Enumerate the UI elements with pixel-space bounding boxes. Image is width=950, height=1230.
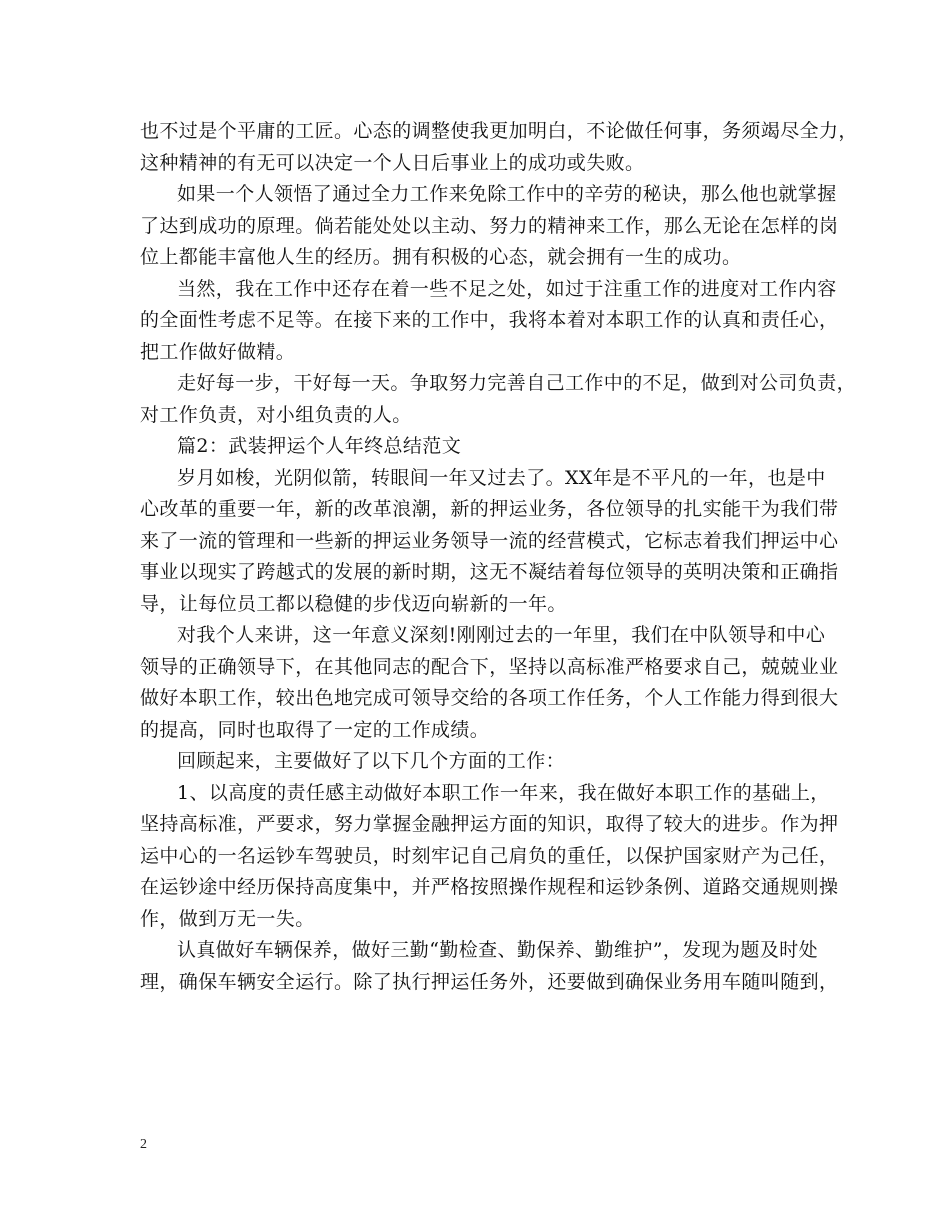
text-line: 导，让每位员工都以稳健的步伐迈向崭新的一年。	[140, 592, 567, 615]
text-line: 如果一个人领悟了通过全力工作来免除工作中的辛劳的秘诀，那么他也就掌握	[177, 183, 837, 205]
text-line: 对工作负责，对小组负责的人。	[140, 403, 412, 426]
text-line: 这种精神的有无可以决定一个人日后事业上的成功或失败。	[140, 151, 645, 174]
text-line: 也不过是个平庸的工匠。心态的调整使我更加明白，不论做任何事，务须竭尽全力，	[140, 120, 858, 142]
text-line: 做好本职工作，较出色地完成可领导交给的各项工作任务，个人工作能力得到很大	[140, 687, 839, 709]
text-line: 走好每一步，干好每一天。争取努力完善自己工作中的不足，做到对公司负责，	[177, 372, 857, 394]
page-number: 2	[140, 1137, 147, 1152]
text-line: 的提高，同时也取得了一定的工作成绩。	[140, 718, 490, 741]
text-line: 篇2：武装押运个人年终总结范文	[177, 435, 462, 457]
text-line: 1、以高度的责任感主动做好本职工作一年来，我在做好本职工作的基础上，	[177, 781, 830, 804]
document-body	[140, 116, 858, 998]
text-line: 位上都能丰富他人生的经历。拥有积极的心态，就会拥有一生的成功。	[140, 246, 742, 268]
text-line: 事业以现实了跨越式的发展的新时期，这无不凝结着每位领导的英明决策和正确指	[140, 561, 839, 583]
text-line: 坚持高标准，严要求，努力掌握金融押运方面的知识，取得了较大的进步。作为押	[140, 813, 839, 835]
text-line: 回顾起来，主要做好了以下几个方面的工作：	[177, 750, 566, 772]
text-line: 岁月如梭，光阴似箭，转眼间一年又过去了。XX年是不平凡的一年，也是中	[177, 466, 826, 489]
text-line: 了达到成功的原理。倘若能处处以主动、努力的精神来工作，那么无论在怎样的岗	[140, 214, 839, 237]
text-line: 在运钞途中经历保持高度集中，并严格按照操作规程和运钞条例、道路交通规则操	[140, 876, 839, 898]
text-line: 认真做好车辆保养，做好三勤“勤检查、勤保养、勤维护”，发现为题及时处	[177, 939, 819, 961]
text-line: 把工作做好做精。	[140, 340, 296, 363]
text-line: 运中心的一名运钞车驾驶员，时刻牢记自己肩负的重任，以保护国家财产为己任，	[140, 844, 839, 867]
text-line: 作，做到万无一失。	[140, 907, 315, 930]
text-line: 理，确保车辆安全运行。除了执行押运任务外，还要做到确保业务用车随叫随到，	[140, 970, 839, 993]
text-line: 心改革的重要一年，新的改革浪潮，新的押运业务，各位领导的扎实能干为我们带	[140, 498, 839, 520]
text-line: 当然，我在工作中还存在着一些不足之处，如过于注重工作的进度对工作内容	[177, 277, 837, 300]
text-line: 对我个人来讲，这一年意义深刻!刚刚过去的一年里，我们在中队领导和中心	[177, 624, 826, 646]
text-line: 来了一流的管理和一些新的押运业务领导一流的经营模式，它标志着我们押运中心	[140, 529, 839, 552]
text-line: 领导的正确领导下，在其他同志的配合下，坚持以高标准严格要求自己，兢兢业业	[140, 655, 839, 678]
text-line: 的全面性考虑不足等。在接下来的工作中，我将本着对本职工作的认真和责任心，	[140, 309, 839, 331]
